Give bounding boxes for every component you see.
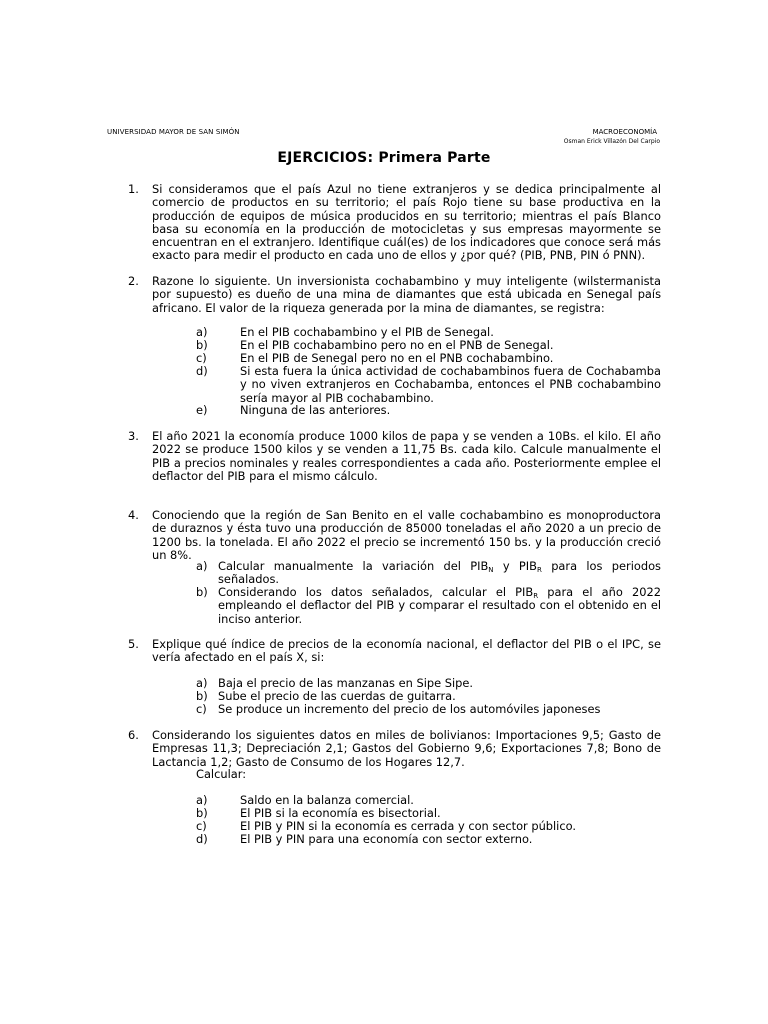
question-text: El año 2021 la economía produce 1000 kilos de papa y se venden a 10Bs. el kilo. El año 2022 se produce 1500 kilos y se venden a 11,75 Bs. cada kilo. Calcule manualmente el PIB a precios nominales y reales correspondientes a cada año. Posteriormente emplee el deflactor del PIB para el mismo cálculo.: [152, 429, 661, 483]
option-text: Se produce un incremento del precio de los automóviles japoneses: [218, 702, 601, 716]
option-text: Considerando los datos señalados, calcular el $PIB_R$ para el año 2022 empleando el deflactor del PIB y comparar el resultado con el obtenido en el inciso anterior.: [218, 585, 661, 626]
option-letter: d): [196, 364, 208, 378]
university-name: UNIVERSIDAD MAYOR DE SAN SIMÓN: [107, 128, 240, 136]
option-letter: a): [196, 325, 208, 339]
question-text: Considerando los siguientes datos en miles de bolivianos: Importaciones 9,5; Gasto de Empresas 11,3; Depreciación 2,1; Gastos del Gobierno 9,6; Exportaciones 7,8; Bono de Lactancia 1,2; Gasto de Consumo de los Hogares 12,7.: [152, 728, 661, 769]
question-text: Conociendo que la región de San Benito en el valle cochabambino es monoproductora de duraznos y ésta tuvo una producción de 85000 toneladas el año 2020 a un precio de 1200 bs. la tonelada. El año 2022 el precio se incrementó 150 bs. y la producción creció un 8%.: [152, 508, 661, 562]
question-text: Si consideramos que el país Azul no tiene extranjeros y se dedica principalmente al comercio de productos en su territorio; el país Rojo tiene su base productiva en la producción de equipos de música producidos en su territorio; mientras el país Blanco basa su economía en la producción de motocicletas y sus empresas mayormente se encuentran en el extranjero. Identifique cuál(es) de los indicadores que conoce será más exacto para medir el producto en cada uno de ellos y ¿por qué? (PIB, PNB, PIN ó PNN).: [152, 182, 661, 263]
option-letter: b): [196, 689, 208, 703]
question-5: [128, 638, 661, 665]
course-name: MACROECONOMÍA: [592, 128, 657, 136]
option-text: El PIB si la economía es bisectorial.: [240, 806, 441, 820]
option-text: El PIB y PIN si la economía es cerrada y con sector público.: [240, 819, 577, 833]
option-letter: b): [196, 585, 208, 599]
option-letter: a): [196, 676, 208, 690]
header-right: [564, 128, 660, 146]
author-name: Osman Erick Villazón Del Carpio: [563, 138, 660, 145]
question-number: 6.: [128, 728, 139, 742]
question-2: [128, 275, 661, 315]
option-letter: c): [196, 351, 207, 365]
option-text: En el PIB cochabambino y el PIB de Senegal.: [240, 325, 494, 339]
question-4: [128, 509, 661, 562]
option-letter: d): [196, 832, 208, 846]
page-title: EJERCICIOS: Primera Parte: [277, 150, 491, 166]
option-text: Ninguna de las anteriores.: [240, 403, 391, 417]
option-text: En el PIB cochabambino pero no en el PNB de Senegal.: [240, 338, 554, 352]
option-letter: e): [196, 403, 208, 417]
option-text: Saldo en la balanza comercial.: [240, 793, 414, 807]
question-text: Explique qué índice de precios de la economía nacional, el deflactor del PIB o el IPC, se vería afectado en el país X, si:: [152, 637, 661, 665]
option-letter: a): [196, 559, 208, 573]
option-text: En el PIB de Senegal pero no en el PNB cochabambino.: [240, 351, 554, 365]
question-1: [128, 183, 661, 263]
option-text: Baja el precio de las manzanas en Sipe Sipe.: [218, 676, 473, 690]
option-text: Sube el precio de las cuerdas de guitarra.: [218, 689, 456, 703]
option-letter: c): [196, 702, 207, 716]
question-3: [128, 430, 661, 483]
question-number: 2.: [128, 274, 139, 288]
question-number: 5.: [128, 637, 139, 651]
question-text: Razone lo siguiente. Un inversionista cochabambino y muy inteligente (wilstermanista por supuesto) es dueño de una mina de diamantes que está ubicada en Senegal país africano. El valor de la riqueza generada por la mina de diamantes, se registra:: [152, 274, 661, 315]
option-text: Si esta fuera la única actividad de cochabambinos fuera de Cochabamba y no viven extranjeros en Cochabamba, entonces el PNB cochabambino sería mayor al PIB cochabambino.: [240, 364, 661, 405]
question-6: [128, 729, 661, 769]
option-text: Calcular manualmente la variación del $PIB_N$ y $PIB_R$ para los periodos señalados.: [218, 559, 661, 587]
calc-label: Calcular:: [196, 767, 247, 781]
option-letter: c): [196, 819, 207, 833]
question-number: 4.: [128, 508, 139, 522]
question-number: 3.: [128, 429, 139, 443]
question-number: 1.: [128, 182, 139, 196]
option-letter: a): [196, 793, 208, 807]
option-text: El PIB y PIN para una economía con sector externo.: [240, 832, 533, 846]
option-letter: b): [196, 806, 208, 820]
option-letter: b): [196, 338, 208, 352]
